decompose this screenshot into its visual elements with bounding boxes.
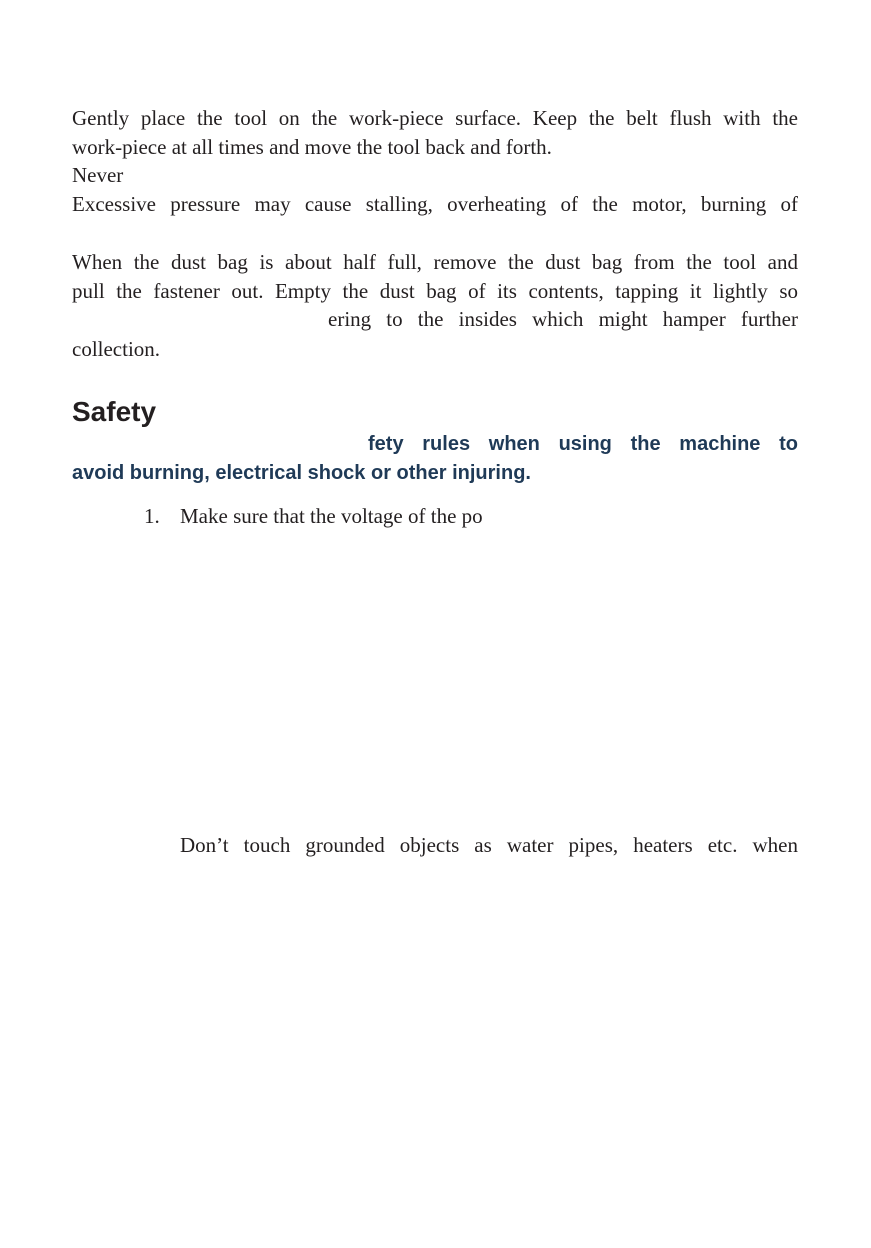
safety-heading: Safety: [72, 396, 157, 427]
safety-intro-line-2: avoid burning, electrical shock or other injuring.: [72, 462, 531, 484]
list-item-text: Make sure that the voltage of the po: [180, 504, 483, 528]
paragraph-2-line-1: When the dust bag is about half full, remove the dust bag from the tool and: [72, 250, 798, 274]
paragraph-2-line-3: ering to the insides which might hamper further: [328, 307, 798, 331]
paragraph-1-line-3: Never: [72, 163, 124, 187]
paragraph-2-line-4: collection.: [72, 337, 161, 361]
paragraph-1-line-1: Gently place the tool on the work-piece surface. Keep the belt flush with the: [72, 106, 798, 130]
paragraph-1-line-2: work-piece at all times and move the tool back and forth.: [72, 135, 552, 159]
list-item-continuation: Don’t touch grounded objects as water pipes, heaters etc. when: [180, 833, 798, 857]
paragraph-2-line-2: pull the fastener out. Empty the dust bag of its contents, tapping it lightly so: [72, 279, 798, 303]
safety-intro-line-1: fety rules when using the machine to: [368, 433, 798, 455]
list-item-number: 1.: [144, 504, 160, 528]
paragraph-1-line-4: Excessive pressure may cause stalling, overheating of the motor, burning of: [72, 192, 798, 216]
